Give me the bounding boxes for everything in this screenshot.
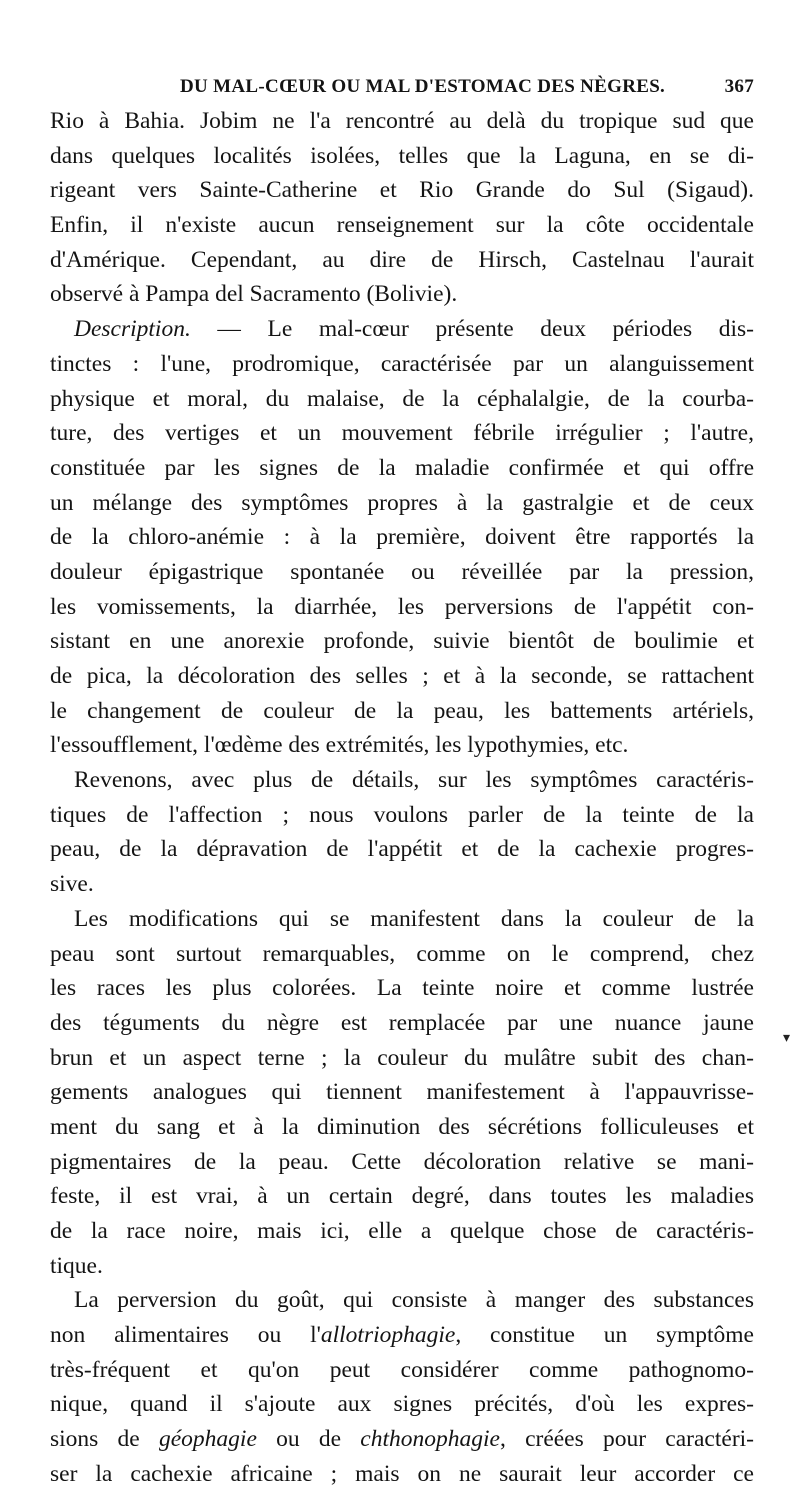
text-segment: brun et un aspect terne ; la couleur du mulâtre subit des chan- [50, 1044, 754, 1071]
text-segment: tiques de l'affection ; nous voulons parler de la teinte de la [50, 801, 754, 828]
text-line [50, 1214, 754, 1249]
text-segment: les races les plus colorées. La teinte noire et comme lustrée [50, 975, 754, 1002]
text-segment: dans quelques localités isolées, telles que la Laguna, en se di- [50, 142, 754, 169]
text-line [50, 1179, 754, 1214]
text-segment: ou de [256, 1426, 361, 1453]
text-line [50, 173, 754, 208]
text-line [50, 1387, 754, 1422]
text-line [50, 312, 754, 347]
text-segment: sions de [50, 1426, 159, 1453]
text-line [50, 416, 754, 451]
text-line [50, 590, 754, 625]
text-line [50, 139, 754, 174]
text-segment: les vomissements, la diarrhée, les perversions de l'appétit con- [50, 593, 754, 620]
text-segment: peau sont surtout remarquables, comme on le comprend, chez [50, 940, 754, 967]
text-line [50, 486, 754, 521]
text-segment: l'essoufflement, l'œdème des extrémités, les lypothymies, etc. [50, 732, 629, 759]
text-line [50, 867, 754, 902]
italic-term: géophagie [158, 1426, 257, 1453]
text-segment: physique et moral, du malaise, de la céphalalgie, de la courba- [50, 385, 754, 412]
text-line [50, 1006, 754, 1041]
text-segment: — Le mal-cœur présente deux périodes dis- [190, 316, 754, 343]
text-line [50, 832, 754, 867]
text-line [50, 243, 754, 278]
body-text [50, 104, 754, 1492]
text-segment: nique, quand il s'ajoute aux signes précités, d'où les expres- [50, 1391, 754, 1418]
text-line [50, 728, 754, 763]
text-line [50, 277, 754, 312]
text-line [50, 1110, 754, 1145]
text-segment: Revenons, avec plus de détails, sur les symptômes caractéris- [74, 767, 754, 794]
text-segment: sive. [50, 871, 94, 898]
text-segment: des téguments du nègre est remplacée par une nuance jaune [50, 1009, 754, 1036]
text-segment: Les modifications qui se manifestent dans la couleur de la [74, 905, 754, 932]
text-line [50, 624, 754, 659]
text-line [50, 382, 754, 417]
text-line [50, 1249, 754, 1284]
margin-mark: ▾ [783, 1031, 791, 1046]
text-segment: sistant en une anorexie profonde, suivie bientôt de boulimie et [50, 628, 754, 655]
text-line [50, 1422, 754, 1457]
text-segment: tinctes : l'une, prodromique, caractérisée par un alanguissement [50, 350, 754, 377]
italic-term: chthonophagie [360, 1426, 500, 1453]
text-line [50, 937, 754, 972]
text-segment: de pica, la décoloration des selles ; et à la seconde, se rattachent [50, 663, 754, 689]
text-line [50, 1318, 754, 1353]
text-line [50, 902, 754, 937]
text-line [50, 1041, 754, 1076]
text-segment: pigmentaires de la peau. Cette décoloration relative se mani- [50, 1148, 754, 1175]
text-segment: d'Amérique. Cependant, au dire de Hirsch, Castelnau l'aurait [50, 246, 754, 273]
italic-term: allotriophagie [320, 1322, 456, 1349]
text-line [50, 1457, 754, 1492]
text-segment: ment du sang et à la diminution des sécrétions folliculeuses et [50, 1113, 754, 1140]
italic-term: Description. [74, 316, 191, 343]
text-segment: de la chloro-anémie : à la première, doivent être rapportés la [50, 524, 754, 551]
text-segment: peau, de la dépravation de l'appétit et de la cachexie progres- [50, 836, 754, 863]
text-segment: de la race noire, mais ici, elle a quelque chose de caractéris- [50, 1218, 754, 1244]
text-segment: La perversion du goût, qui consiste à manger des substances [74, 1287, 754, 1314]
text-segment: très-fréquent et qu'on peut considérer comme pathognomo- [50, 1356, 754, 1383]
text-segment: , constitue un symptôme [455, 1322, 754, 1349]
text-line [50, 451, 754, 486]
text-segment: le changement de couleur de la peau, les battements artériels, [50, 697, 754, 724]
running-title: DU MAL-CŒUR OU MAL D'ESTOMAC DES NÈGRES. [180, 76, 666, 97]
text-line [50, 1353, 754, 1388]
text-line [50, 971, 754, 1006]
text-line [50, 1075, 754, 1110]
text-line [50, 763, 754, 798]
text-segment: , créées pour caractéri- [499, 1426, 754, 1453]
text-segment: observé à Pampa del Sacramento (Bolivie). [50, 281, 458, 308]
text-segment: ture, des vertiges et un mouvement fébrile irrégulier ; l'autre, [50, 420, 754, 447]
text-line [50, 347, 754, 382]
text-segment: douleur épigastrique spontanée ou réveillée par la pression, [50, 558, 754, 585]
text-line [50, 1283, 754, 1318]
text-segment: rigeant vers Sainte-Catherine et Rio Grande do Sul (Sigaud). [50, 177, 754, 204]
text-line [50, 694, 754, 729]
text-segment: un mélange des symptômes propres à la gastralgie et de ceux [50, 489, 754, 516]
page-number: 367 [724, 76, 754, 97]
text-segment: feste, il est vrai, à un certain degré, dans toutes les maladies [50, 1183, 754, 1210]
text-line [50, 555, 754, 590]
text-line [50, 1145, 754, 1180]
text-line [50, 208, 754, 243]
text-segment: gements analogues qui tiennent manifestement à l'appauvrisse- [50, 1079, 754, 1106]
text-segment: Rio à Bahia. Jobim ne l'a rencontré au delà du tropique sud que [50, 108, 754, 134]
running-header [50, 66, 754, 104]
text-segment: constituée par les signes de la maladie confirmée et qui offre [50, 454, 754, 481]
book-page [50, 66, 754, 1492]
text-line [50, 659, 754, 694]
text-segment: non alimentaires ou l' [50, 1322, 321, 1349]
text-line [50, 104, 754, 139]
text-line [50, 798, 754, 833]
text-segment: ser la cachexie africaine ; mais on ne saurait leur accorder ce [50, 1460, 754, 1487]
text-segment: Enfin, il n'existe aucun renseignement sur la côte occidentale [50, 212, 754, 239]
text-segment: tique. [50, 1252, 103, 1279]
text-line [50, 520, 754, 555]
